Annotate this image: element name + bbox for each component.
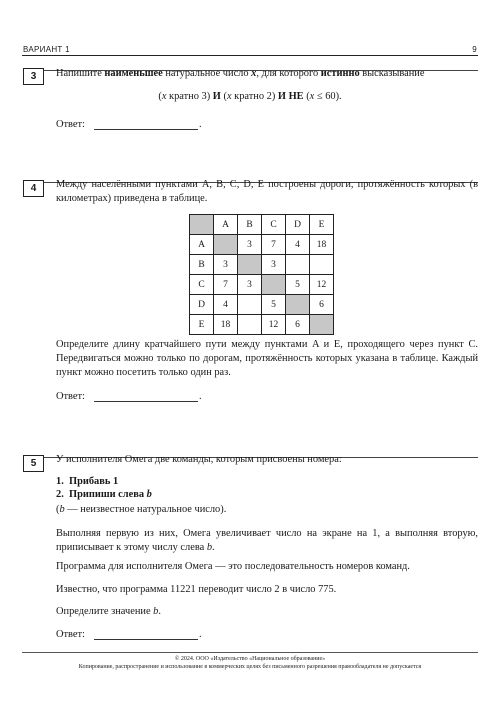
- table-row: [190, 235, 334, 255]
- task-3-answer-field[interactable]: [94, 129, 198, 130]
- table-col-header: E: [310, 215, 334, 235]
- command-1: 1. Прибавь 1: [56, 476, 119, 487]
- table-row-header: A: [190, 235, 214, 255]
- footer-copyright: © 2024. ООО «Издательство «Национальное образование»: [174, 656, 326, 662]
- table-cell: 3: [238, 275, 262, 295]
- task-5-answer-label: Ответ:: [56, 629, 85, 640]
- task-3-answer-label: Ответ:: [56, 119, 85, 130]
- command-2: 2. Припиши слева b: [56, 489, 152, 500]
- table-cell: [214, 235, 238, 255]
- task-3-expression: (x кратно 3) И (x кратно 2) И НЕ (x ≤ 60).: [158, 91, 342, 102]
- header-divider: [22, 55, 478, 56]
- table-corner-cell: [190, 215, 214, 235]
- footer-divider: [22, 652, 478, 653]
- table-col-header: A: [214, 215, 238, 235]
- table-row: [190, 255, 334, 275]
- table-cell: 6: [310, 295, 334, 315]
- table-cell: 18: [214, 315, 238, 335]
- table-row-header: C: [190, 275, 214, 295]
- table-cell: [238, 315, 262, 335]
- page-number: 9: [472, 45, 477, 54]
- task-4-answer-field[interactable]: [94, 401, 198, 402]
- task-4-answer-dot: .: [199, 391, 202, 402]
- task-3-answer-dot: .: [199, 119, 202, 130]
- table-cell: [310, 315, 334, 335]
- table-row-header: B: [190, 255, 214, 275]
- table-cell: [238, 295, 262, 315]
- table-cell: 3: [214, 255, 238, 275]
- table-row-header: E: [190, 315, 214, 335]
- table-cell: 3: [262, 255, 286, 275]
- task-5-paragraph-1: Выполняя первую из них, Омега увеличивает число на экране на 1, а выполняя вторую, приписывает к этому числу слева b.: [56, 528, 478, 553]
- table-col-header: D: [286, 215, 310, 235]
- table-cell: 7: [214, 275, 238, 295]
- task-4-number-box: 4: [23, 180, 44, 197]
- task-5-intro: У исполнителя Омега две команды, которым присвоены номера:: [56, 454, 342, 465]
- table-cell: [310, 255, 334, 275]
- task-4-statement: Между населёнными пунктами A, B, C, D, E построены дороги, протяжённость которых (в километрах) приведена в таблице.: [56, 179, 478, 204]
- table-cell: 5: [262, 295, 286, 315]
- table-cell: 12: [262, 315, 286, 335]
- distance-table-header-row: [190, 215, 334, 235]
- table-cell: 4: [214, 295, 238, 315]
- table-cell: 5: [286, 275, 310, 295]
- task-4-question: Определите длину кратчайшего пути между пунктами A и E, проходящего через пункт C. Передвигаться можно только по дорогам, протяжённость которых указана в таблице. Каждый пункт можно посетить только один раз.: [56, 339, 478, 378]
- task-5-paragraph-2: Программа для исполнителя Омега — это последовательность номеров команд.: [56, 561, 410, 572]
- table-row: [190, 295, 334, 315]
- table-cell: 3: [238, 235, 262, 255]
- task-5-number-box: 5: [23, 455, 44, 472]
- task-3-statement: Напишите наименьшее натуральное число x, для которого истинно высказывание: [56, 68, 425, 79]
- table-cell: 6: [286, 315, 310, 335]
- table-col-header: C: [262, 215, 286, 235]
- table-cell: 7: [262, 235, 286, 255]
- task-5-paragraph-3: Известно, что программа 11221 переводит число 2 в число 775.: [56, 584, 337, 595]
- b-note: (b — неизвестное натуральное число).: [56, 504, 227, 515]
- distance-table: [189, 214, 334, 335]
- table-cell: 18: [310, 235, 334, 255]
- table-cell: 12: [310, 275, 334, 295]
- table-row-header: D: [190, 295, 214, 315]
- table-cell: [286, 295, 310, 315]
- variant-label: ВАРИАНТ 1: [23, 45, 70, 54]
- task-5-answer-dot: .: [199, 629, 202, 640]
- footer-notice: Копирование, распространение и использование в коммерческих целях без письменного разрешения правообладателя не допускается: [78, 664, 422, 670]
- table-row: [190, 315, 334, 335]
- task-5-answer-field[interactable]: [94, 639, 198, 640]
- task-5-question: Определите значение b.: [56, 606, 161, 617]
- table-cell: [286, 255, 310, 275]
- table-cell: [262, 275, 286, 295]
- table-cell: 4: [286, 235, 310, 255]
- task-3-number-box: 3: [23, 68, 44, 85]
- task-4-answer-label: Ответ:: [56, 391, 85, 402]
- table-cell: [238, 255, 262, 275]
- table-col-header: B: [238, 215, 262, 235]
- table-row: [190, 275, 334, 295]
